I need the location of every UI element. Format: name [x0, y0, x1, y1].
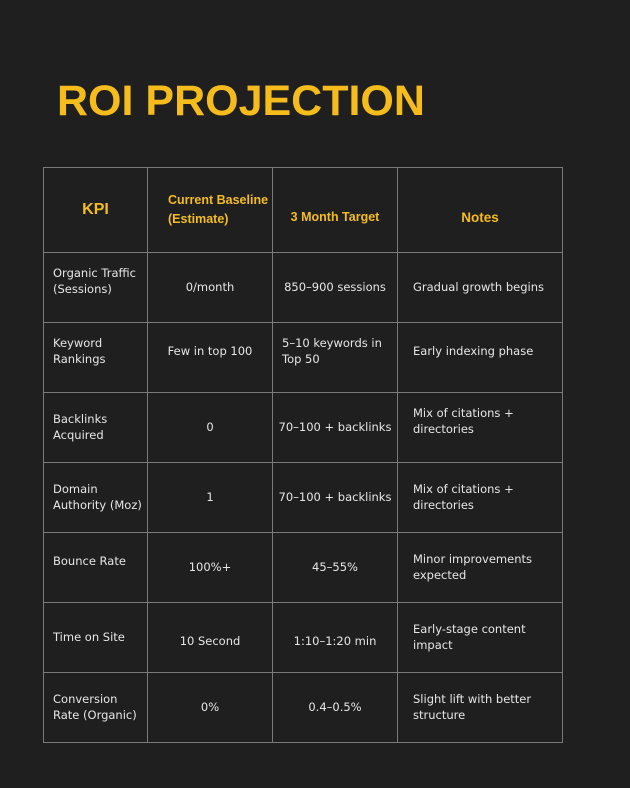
table-row: [44, 533, 563, 603]
cell-target-text: 5–10 keywords in Top 50: [282, 336, 382, 366]
cell-target-text: 850–900 sessions: [284, 279, 386, 294]
cell-kpi-text: Bounce Rate: [53, 553, 126, 568]
cell-baseline-text: 10 Second: [179, 633, 241, 648]
cell-baseline: [148, 533, 273, 603]
cell-baseline: [148, 603, 273, 673]
cell-target: [273, 253, 398, 323]
cell-target: [273, 323, 398, 393]
cell-baseline-text: 100%+: [188, 559, 232, 574]
column-header-target: 3 Month Target: [273, 168, 398, 253]
cell-target: [273, 533, 398, 603]
roi-table: [43, 167, 563, 743]
cell-notes: [398, 393, 563, 463]
cell-target: [273, 673, 398, 743]
cell-target-text: 0.4–0.5%: [308, 699, 362, 714]
cell-kpi: [44, 603, 148, 673]
cell-kpi: [44, 533, 148, 603]
column-header-kpi: KPI: [44, 168, 148, 253]
cell-kpi: [44, 463, 148, 533]
cell-kpi-text: Organic Traffic (Sessions): [53, 266, 136, 296]
cell-notes-text: Early indexing phase: [413, 343, 534, 358]
cell-baseline-text: 1: [206, 489, 214, 504]
cell-kpi: [44, 253, 148, 323]
cell-baseline-text: Few in top 100: [167, 343, 253, 358]
table-row: [44, 603, 563, 673]
cell-kpi: [44, 393, 148, 463]
cell-baseline: [148, 393, 273, 463]
cell-kpi-text: Time on Site: [53, 629, 125, 644]
cell-notes-text: Gradual growth begins: [413, 279, 544, 294]
cell-target-text: 1:10–1:20 min: [293, 633, 377, 648]
cell-notes-text: Minor improvements expected: [413, 552, 532, 582]
page-title: ROI PROJECTION: [57, 77, 425, 125]
cell-notes-text: Mix of citations + directories: [413, 482, 514, 512]
cell-notes: [398, 463, 563, 533]
cell-notes: [398, 533, 563, 603]
column-header-notes: Notes: [398, 168, 563, 253]
cell-notes-text: Mix of citations + directories: [413, 406, 514, 436]
cell-notes: [398, 673, 563, 743]
cell-notes: [398, 253, 563, 323]
cell-baseline: [148, 463, 273, 533]
cell-kpi-text: Backlinks Acquired: [53, 412, 108, 442]
cell-target: [273, 393, 398, 463]
cell-baseline-text: 0: [206, 419, 214, 434]
cell-target-text: 45–55%: [312, 559, 358, 574]
cell-baseline-text: 0/month: [185, 279, 235, 294]
cell-target-text: 70–100 + backlinks: [278, 419, 392, 434]
cell-notes: [398, 323, 563, 393]
cell-kpi-text: Keyword Rankings: [53, 336, 106, 366]
cell-target: [273, 463, 398, 533]
table-row: [44, 323, 563, 393]
cell-target: [273, 603, 398, 673]
table-row: [44, 463, 563, 533]
table-row: [44, 253, 563, 323]
cell-baseline-text: 0%: [200, 699, 220, 714]
cell-baseline: [148, 673, 273, 743]
column-header-baseline: Current Baseline (Estimate): [148, 168, 273, 253]
cell-baseline: [148, 323, 273, 393]
cell-notes-text: Early-stage content impact: [413, 622, 526, 652]
cell-target-text: 70–100 + backlinks: [278, 489, 392, 504]
cell-kpi: [44, 323, 148, 393]
cell-kpi-text: Domain Authority (Moz): [53, 482, 142, 512]
cell-notes: [398, 603, 563, 673]
cell-kpi-text: Conversion Rate (Organic): [53, 692, 137, 722]
cell-baseline: [148, 253, 273, 323]
table-row: [44, 673, 563, 743]
cell-kpi: [44, 673, 148, 743]
table-row: [44, 393, 563, 463]
table-header-row: [44, 168, 563, 253]
cell-notes-text: Slight lift with better structure: [413, 692, 532, 722]
